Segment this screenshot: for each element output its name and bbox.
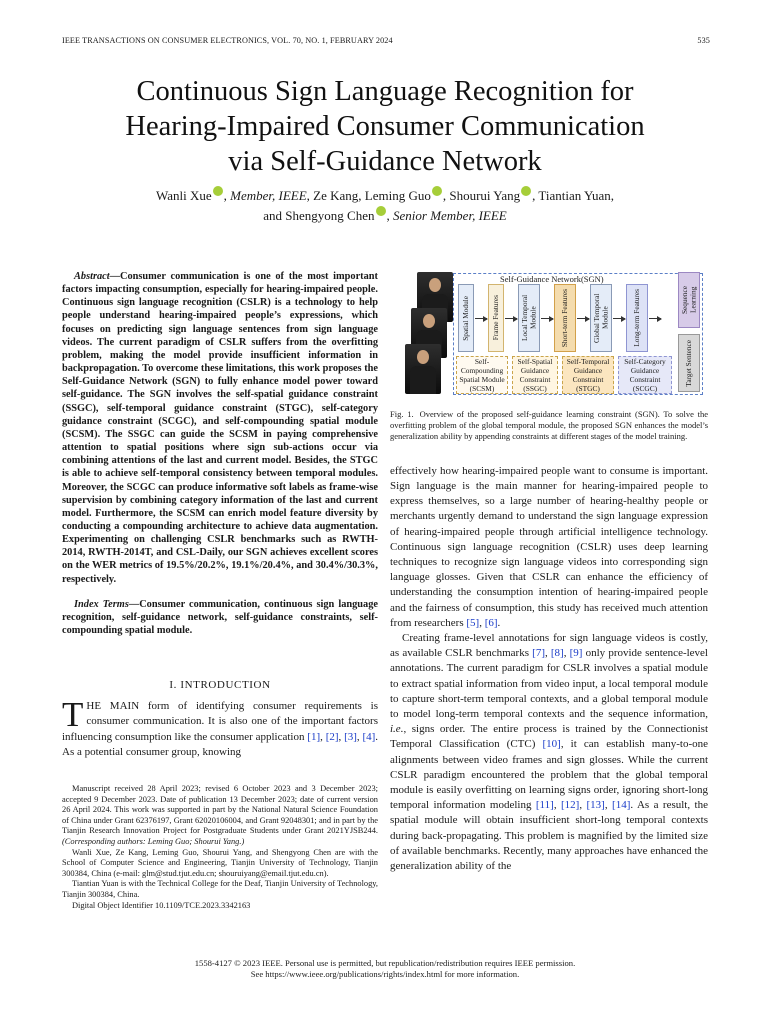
right-column [390, 270, 708, 874]
citation-link[interactable]: [4] [362, 730, 376, 743]
citation-link[interactable]: [6] [484, 616, 498, 629]
orcid-icon[interactable] [376, 206, 386, 216]
figure-1 [390, 270, 708, 400]
section-heading: I. INTRODUCTION [169, 679, 271, 692]
ssgc-constraint-box: Self-Spatial Guidance Constraint (SSGC) [512, 356, 558, 394]
journal-name: IEEE TRANSACTIONS ON CONSUMER ELECTRONICS, VOL. 70, NO. 1, FEBRUARY 2024 [62, 36, 393, 45]
citation-link[interactable]: [12] [561, 799, 580, 812]
author-line-1: Wanli Xue , Member, IEEE, Ze Kang, Leming Guo , Shourui Yang , Tiantian Yuan, [155, 188, 615, 203]
title-line: Hearing-Impaired Consumer Communication [125, 111, 645, 142]
flow-arrow [541, 318, 553, 319]
title-line: Continuous Sign Language Recognition for [136, 76, 634, 107]
flow-arrow [505, 318, 517, 319]
frame-features-block: Frame Features [488, 284, 504, 352]
citation-link[interactable]: [2] [325, 730, 339, 743]
orcid-icon[interactable] [213, 186, 223, 196]
footnote-affiliation-2: Tiantian Yuan is with the Technical College for the Deaf, Tianjin University of Technology, Tianjin 300384, China. [62, 879, 379, 899]
page-number: 535 [697, 36, 710, 45]
scsm-constraint-box: Self-Compounding Spatial Module (SCSM) [456, 356, 508, 394]
stgc-constraint-box: Self-Temporal Guidance Constraint (STGC) [562, 356, 614, 394]
footnote-affiliation: Wanli Xue, Ze Kang, Leming Guo, Shourui Yang, and Shengyong Chen are with the School of Computer Science and Engineering, Tianjin University of Technology, Tianjin 300384, China (e-mail: glm@stud.tjut.edu.cn; shouruiyang@email.tjut.edu.cn). [62, 847, 378, 878]
citation-link[interactable]: [9] [569, 647, 583, 660]
paper-title [40, 74, 730, 179]
orcid-icon[interactable] [432, 186, 442, 196]
first-page-footnote [62, 784, 378, 911]
body-paragraph: effectively how hearing-impaired people want to consume is important. Sign language is the main manner for hearing-impaired people to express themselves, so a large number of hearing-healthy people or merchants urgently demand to understand the sign language expression of hearing-impaired people through artificial intelligence technology. Continuous sign language recognition (CSLR) uses deep learning techniques to recognize sign language videos into corresponding sign language glosses. Given that CSLR can enhance the efficiency of understanding the consumption intention of hearing-impaired people and the fairness of consumption, this study has received much attention from researchers [5], [6]. [390, 464, 708, 629]
copyright-notice [40, 958, 730, 980]
flow-arrow [475, 318, 487, 319]
scgc-constraint-box: Self-Category Guidance Constraint (SCGC) [618, 356, 672, 394]
sgn-frame-title: Self-Guidance Network(SGN) [500, 274, 604, 284]
right-body-text [390, 464, 708, 874]
flow-arrow [649, 318, 661, 319]
citation-link[interactable]: [14] [612, 799, 631, 812]
copyright-line: 1558-4127 © 2023 IEEE. Personal use is permitted, but republication/redistribution requires IEEE permission. [194, 958, 576, 968]
citation-link[interactable]: [7] [532, 647, 545, 660]
author-list [40, 186, 730, 226]
video-frame-image [405, 344, 441, 394]
orcid-icon[interactable] [521, 186, 531, 196]
citation-link[interactable]: [5] [466, 616, 480, 629]
spatial-module-block: Spatial Module [458, 284, 474, 352]
figure-label: Fig. 1. [390, 409, 414, 419]
intro-paragraph: THE MAIN form of identifying consumer requirements is consumer communication. It is also one of the important factors influencing consumption like the consumer application [1], [2], [3], [4]. As a potential consumer group, knowing [62, 695, 379, 758]
global-temporal-block: Global Temporal Module [590, 284, 612, 352]
left-column [62, 270, 378, 760]
sequence-learning-block: Sequence Learning [678, 272, 700, 328]
figure-caption: Fig. 1. Overview of the proposed self-guidance learning constraint (SGN). To solve the overfitting problem of the global temporal module, the proposed SGN enhances the model’s generalization ability by appending constraints at different stages of the model training. [390, 409, 708, 441]
citation-link[interactable]: [13] [586, 799, 605, 812]
index-terms: Index Terms—Consumer communication, continuous sign language recognition, self-guidance network, self-guidance constraints, self-compounding spatial module. [62, 598, 378, 637]
citation-link[interactable]: [3] [344, 730, 357, 743]
citation-link[interactable]: [11] [535, 799, 554, 812]
flow-arrow [577, 318, 589, 319]
local-temporal-block: Local Temporal Module [518, 284, 540, 352]
abstract: Abstract—Consumer communication is one of the most important factors impacting consumption, especially for hearing-impaired people. Continuous sign language recognition (CSLR) is a technology to help people understand hearing-impaired people’s expressions, which focuses on predicting sign language sentences from sign language videos. The current paradigm of CSLR suffers from the overfitting problem, making the model provide insufficient information in backpropagation. To overcome these limitations, this work proposes the Self-Guidance Network (SGN) to fully enhance model power toward self-guidance. The SGN involves the self-spatial guidance constraint (SSGC), self-temporal guidance constraint (STGC), self-category guidance constraint (SCGC), and self-compounding spatial module (SCSM). The SSGC can guide the SCSM in paying comprehensive attention to spatial positions where sign sub-actions occur via combining attentions of the last and current model. Besides, the STGC is able to achieve self-temporal consistency between temporal modules. Moreover, the SCGC can produce informative soft labels as frame-wise supervision by combining category information of the last and current model. Furthermore, the SCSM can enrich model feature diversity by conducting a compounding architecture to achieve data augmentation. Experimenting on challenging CSLR benchmarks such as RWTH-2014, RWTH-2014T, and CSL-Daily, our SGN achieves excellent scores on the WER metrics of 19.5%/20.2%, 19.1%/20.4%, and 30.4%/30.3%, respectively. [62, 271, 378, 585]
citation-link[interactable]: [10] [542, 738, 561, 751]
citation-link[interactable]: [8] [550, 647, 564, 660]
running-head [62, 36, 710, 45]
short-term-features-block: Short-term Features [554, 284, 576, 352]
footnote-doi: Digital Object Identifier 10.1109/TCE.2023.3342163 [72, 900, 251, 910]
title-line: via Self-Guidance Network [228, 146, 542, 177]
rights-url-line[interactable]: See https://www.ieee.org/publications/rights/index.html for more information. [250, 969, 520, 979]
footnote-manuscript: Manuscript received 28 April 2023; revised 6 October 2023 and 3 December 2023; accepted 9 December 2023. Date of publication 13 December 2023; date of current version 26 April 2024. This work was supported in part by the National Natural Science Foundation of China under Grant 62376197, Grant 62020106004, and Grant 92048301; and in part by the Tianjin Research Innovation Project for Postgraduate Students under Grant 2021YJSB244. (Corresponding authors: Leming Guo; Shourui Yang.) [62, 784, 378, 846]
drop-cap: T [62, 695, 84, 735]
author-line-2: and Shengyong Chen , Senior Member, IEEE [263, 208, 507, 223]
long-term-features-block: Long-term Features [626, 284, 648, 352]
flow-arrow [613, 318, 625, 319]
citation-link[interactable]: [1] [307, 730, 321, 743]
target-sentence-block: Target Sentence [678, 334, 700, 392]
body-paragraph: Creating frame-level annotations for sign language videos is costly, as available CSLR benchmarks [7], [8], [9] only provide sentence-level annotations. The current paradigm for CSLR involves a spatial module to extract spatial information from video input, a local temporal module to capture short-term temporal contexts, and a global temporal module to model long-term temporal contexts and the sequence information, i.e., signs order. The entire process is trained by the Connectionist Temporal Classification (CTC) [10], it can establish many-to-one alignments between video frames and sign glosses. While the current CSLR paradigm encountered the problem that the global temporal module is easily overfitting on learning signs order, ignoring short-long temporal information modeling [11], [12], [13], [14]. As a result, the spatial module will obtain insufficient short-long temporal contexts during back-propagating. This problem is magnified by the limited size of available benchmarks. Recently, many approaches have enhanced the generalization ability of the [390, 631, 709, 872]
